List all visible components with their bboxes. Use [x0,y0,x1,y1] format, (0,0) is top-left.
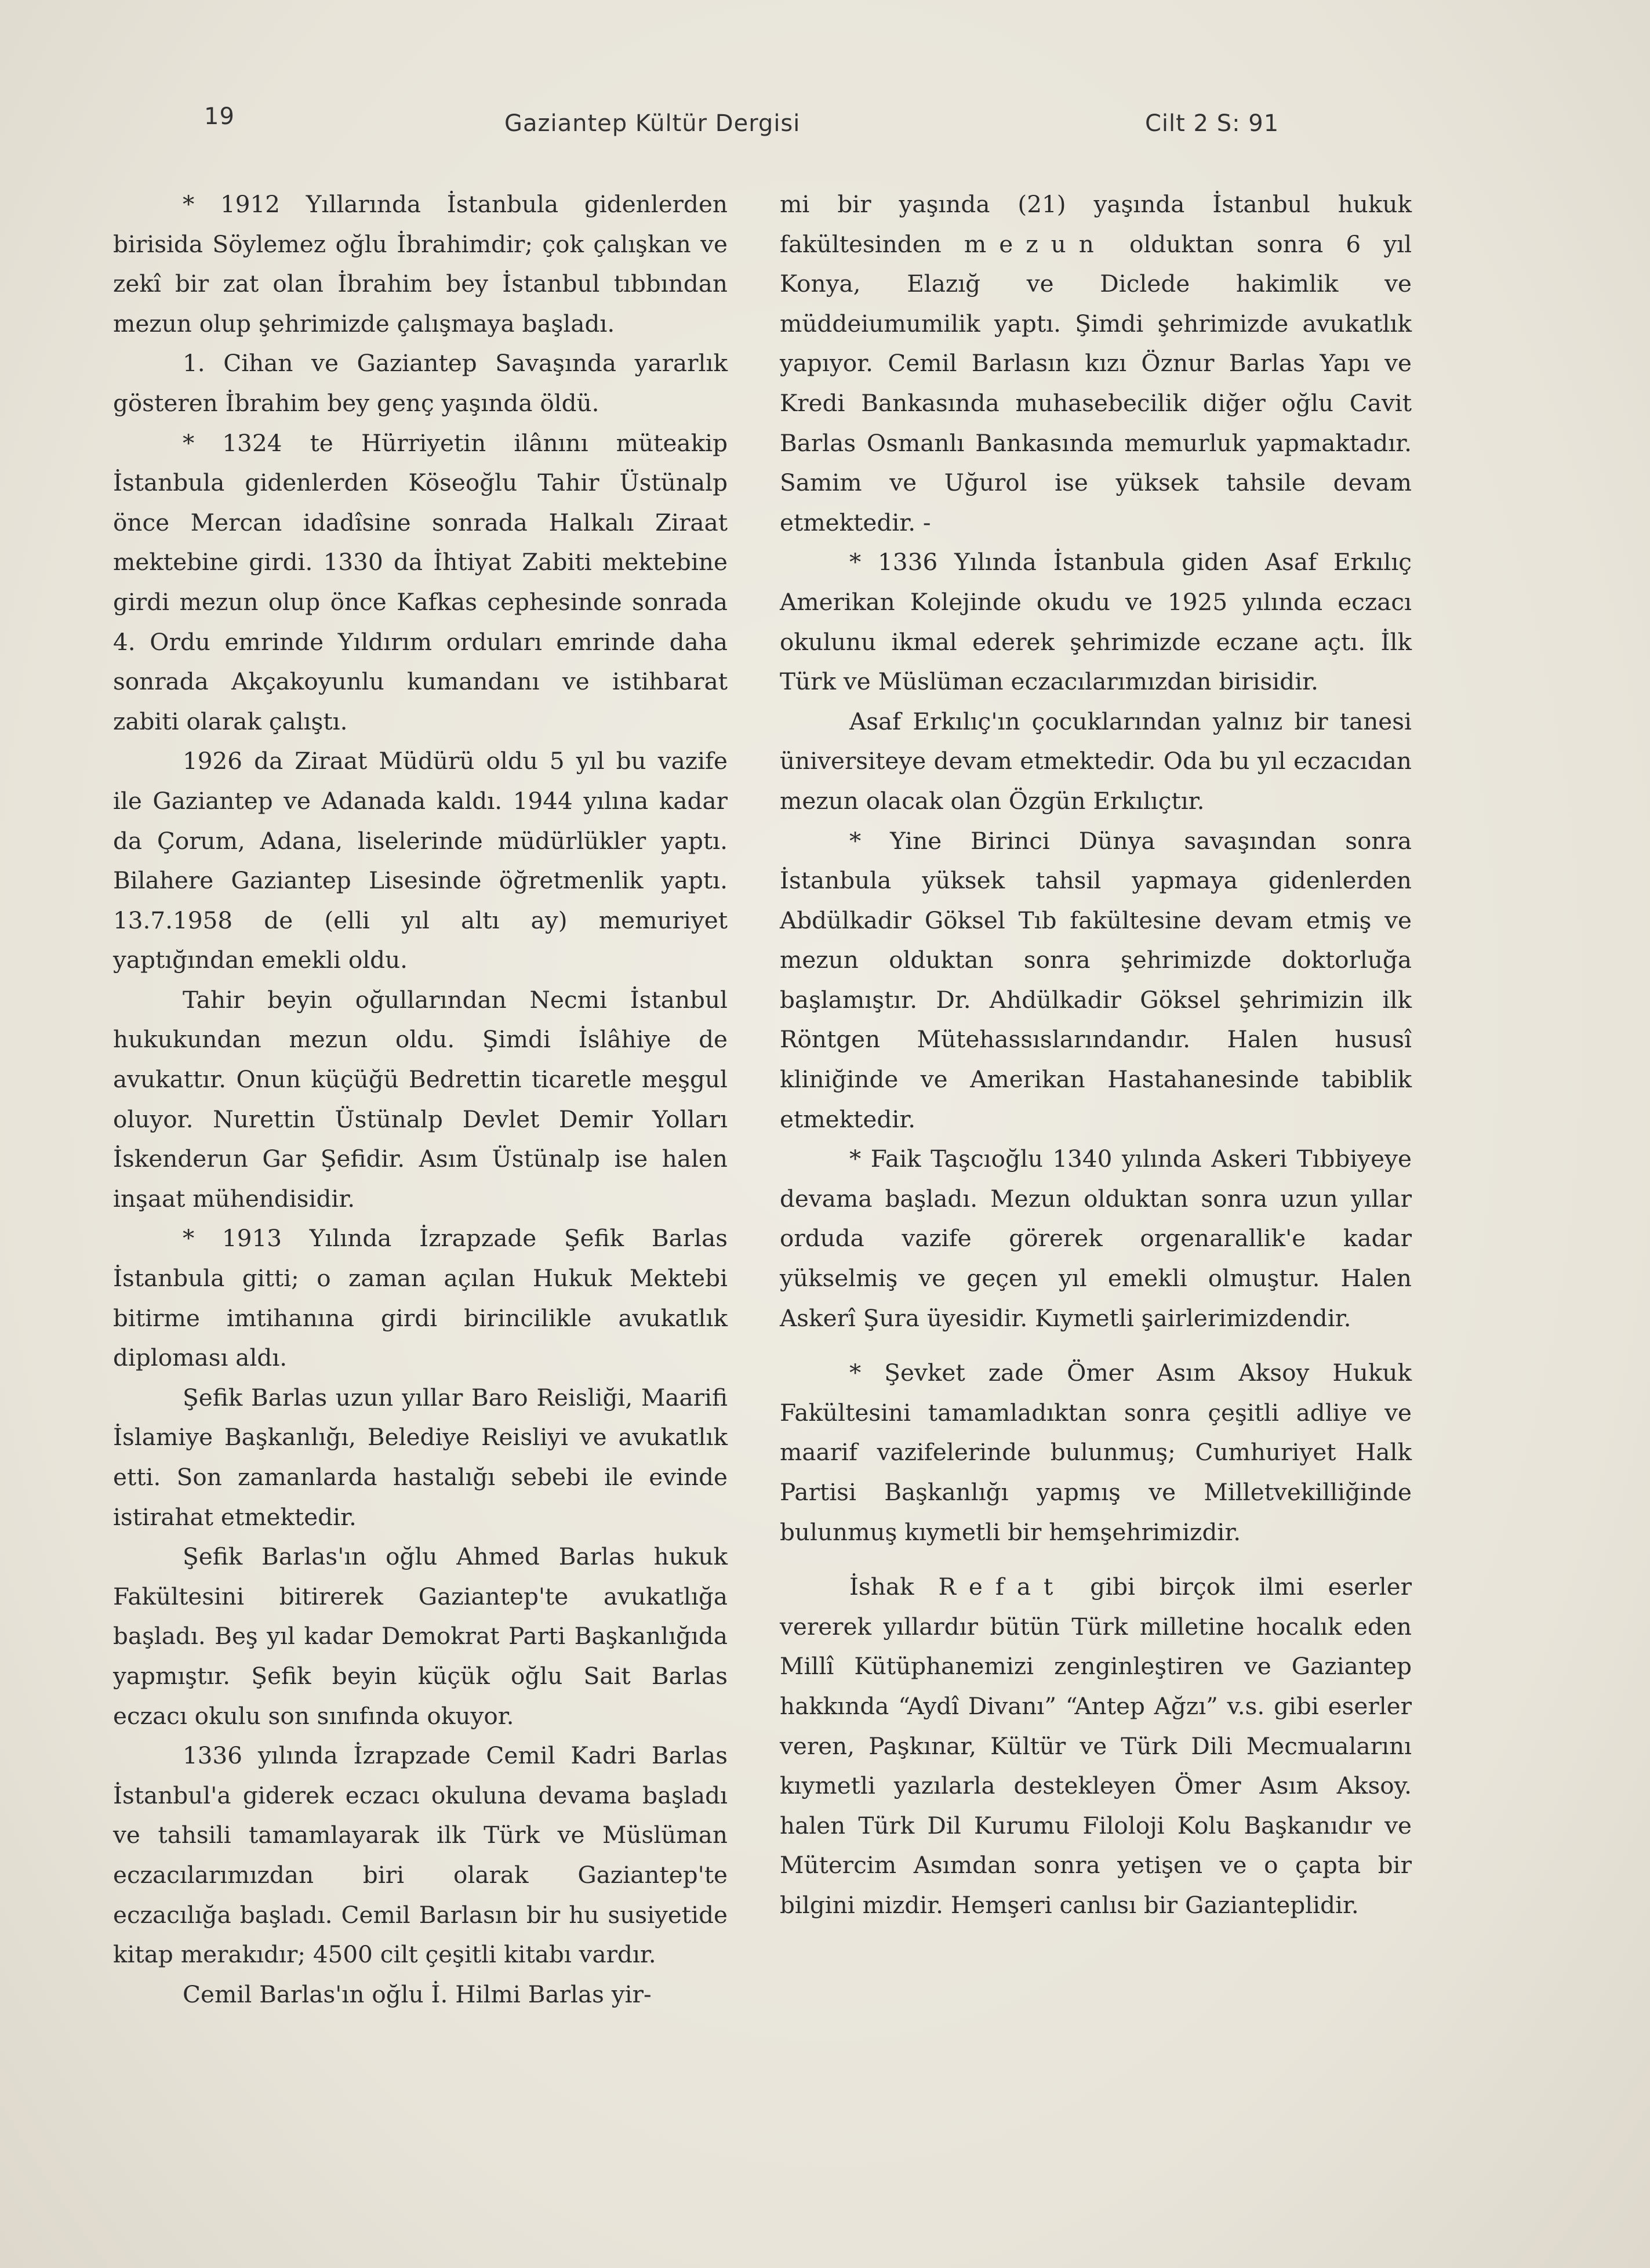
ishak-name: İshak [849,1573,914,1601]
right-column [780,184,1412,1925]
paragraph-asaf-children: Asaf Erkılıç'ın çocuklarından yalnız bir tanesi üniversiteye devam etmektedir. Oda bu yıl eczacıdan mezun olacak olan Özgün Erkılıçtır. [780,707,1412,815]
paragraph-hilmi [780,184,1412,542]
volume-issue: Cilt 2 S: 91 [1145,110,1280,137]
page-header [0,103,1650,144]
paragraph-hilmi-text: mi bir yaşında (21) yaşında İstanbul hukuk fakültesinden [780,190,1412,258]
paragraph-sefik-career: Şefik Barlas uzun yıllar Baro Reisliği, Maarifi İslamiye Başkanlığı, Belediye Reisliyi ve avukatlık etti. Son zamanlarda hastalığı sebebi ile evinde istirahat etmektedir. [113,1383,728,1531]
paragraph-hilmi-rest: olduktan sonra 6 yıl Konya, Elazığ ve Diclede hakimlik ve müddeiumumilik yaptı. Şimdi şehrimizde avukatlık yapıyor. Cemil Barlasın kızı Öznur Barlas Yapı ve Kredi Bankasında muhasebecilik diğer oğlu Cavit Barlas Osmanlı Bankasında memurluk yapmaktadır. Samim ve Uğurol ise yüksek tahsile devam etmektedir. - [780,230,1412,536]
paragraph-omer-asim: * Şevket zade Ömer Asım Aksoy Hukuk Fakültesini tamamladıktan sonra çeşitli adliye ve maarif vazifelerinde bulunmuş; Cumhuriyet Halk Partisi Başkanlığı yapmış ve Milletvekilliğinde bulunmuş kıymetli bir hemşehrimizdir. [780,1359,1412,1546]
paragraph-tahir-career: 1926 da Ziraat Müdürü oldu 5 yıl bu vazife ile Gaziantep ve Adanada kaldı. 1944 yılına kadar da Çorum, Adana, liselerinde müdürlükler yaptı. Bilahere Gaziantep Lisesinde öğretmenlik yaptı. 13.7.1958 de (elli yıl altı ay) memuriyet yaptığından emekli oldu. [113,747,728,974]
paragraph-faik: * Faik Taşcıoğlu 1340 yılında Askeri Tıbbiyeye devama başladı. Mezun olduktan sonra uzun yıllar orduda vazife görerek orgenarallik'e kadar yükselmiş ve geçen yıl emekli olmuştur. Halen Askerî Şura üyesidir. Kıymetli şairlerimizdendir. [780,1145,1412,1332]
paragraph-sefik: * 1913 Yılında İzrapzade Şefik Barlas İstanbula gitti; o zaman açılan Hukuk Mektebi bitirme imtihanına girdi birincilikle avukatlık diploması aldı. [113,1224,728,1372]
paragraph-cemil-son: Cemil Barlas'ın oğlu İ. Hilmi Barlas yir- [183,1980,652,2008]
paragraph-cemil: 1336 yılında İzrapzade Cemil Kadri Barlas İstanbul'a giderek eczacı okuluna devama başladı ve tahsili tamamlayarak ilk Türk ve Müslüman eczacılarımızdan biri olarak Gaziantep'te eczacılığa başladı. Cemil Barlasın bir hu susiyetide kitap merakıdır; 4500 cilt çeşitli kitabı vardır. [113,1741,728,1969]
paragraph-sefik-sons: Şefik Barlas'ın oğlu Ahmed Barlas hukuk Fakültesini bitirerek Gaziantep'te avukatlığa başladı. Beş yıl kadar Demokrat Parti Başkanlığıda yapmıştır. Şefik beyin küçük oğlu Sait Barlas eczacı okulu son sınıfında okuyor. [113,1543,728,1730]
paragraph-tahir: * 1324 te Hürriyetin ilânını müteakip İstanbula gidenlerden Köseoğlu Tahir Üstünalp önce Mercan idadîsine sonrada Halkalı Ziraat mektebine girdi. 1330 da İhtiyat Zabiti mektebine girdi mezun olup önce Kafkas cephesinde sonrada 4. Ordu emrinde Yıldırım orduları emrinde daha sonrada Akçakoyunlu kumandanı ve istihbarat zabiti olarak çalıştı. [113,429,728,735]
paragraph-ibrahim-death: 1. Cihan ve Gaziantep Savaşında yararlık gösteren İbrahim bey genç yaşında öldü. [113,349,728,417]
spaced-word-refat: Refat [938,1573,1066,1601]
paragraph-abdulkadir: * Yine Birinci Dünya savaşından sonra İstanbula yüksek tahsil yapmaya gidenlerden Abdülkadir Göksel Tıb fakültesine devam etmiş ve mezun olduktan sonra şehrimizde doktorluğa başlamıştır. Dr. Ahdülkadir Göksel şehrimizin ilk Röntgen Mütehassıslarındandır. Halen hususî kliniğinde ve Amerikan Hastahanesinde tabiblik etmektedir. [780,826,1412,1133]
spaced-word-mezun: mezun [964,230,1107,258]
left-column [113,184,728,2014]
paragraph-tahir-sons: Tahir beyin oğullarından Necmi İstanbul hukukundan mezun oldu. Şimdi İslâhiye de avukattır. Onun küçüğü Bedrettin ticaretle meşgul oluyor. Nurettin Üstünalp Devlet Demir Yolları İskenderun Gar Şefidir. Asım Üstünalp ise halen inşaat mühendisidir. [113,985,728,1213]
paragraph-ishak-rest: gibi birçok ilmi eserler vererek yıllardır bütün Türk milletine hocalık eden Millî Kütüphanemizi zenginleştiren ve Gaziantep hakkında “Aydî Divanı” “Antep Ağzı” v.s. gibi eserler veren, Paşkınar, Kültür ve Türk Dili Mecmualarını kıymetli yazılarla destekleyen Ömer Asım Aksoy. halen Türk Dil Kurumu Filoloji Kolu Başkanıdır ve Mütercim Asımdan sonra yetişen ve o çapta bir bilgini mizdir. Hemşeri canlısı bir Gazianteplidir. [780,1573,1412,1919]
page-number: 19 [204,103,235,130]
journal-title: Gaziantep Kültür Dergisi [504,110,801,137]
paragraph-ishak-refat [780,1567,1412,1925]
paragraph-asaf: * 1336 Yılında İstanbula giden Asaf Erkılıç Amerikan Kolejinde okudu ve 1925 yılında eczacı okulunu ikmal ederek şehrimizde eczane açtı. İlk Türk ve Müslüman eczacılarımızdan birisidir. [780,548,1412,696]
paragraph-ibrahim: * 1912 Yıllarında İstanbula gidenlerden birisida Söylemez oğlu İbrahimdir; çok çalışkan ve zekî bir zat olan İbrahim bey İstanbul tıbbından mezun olup şehrimizde çalışmaya başladı. [113,190,728,338]
